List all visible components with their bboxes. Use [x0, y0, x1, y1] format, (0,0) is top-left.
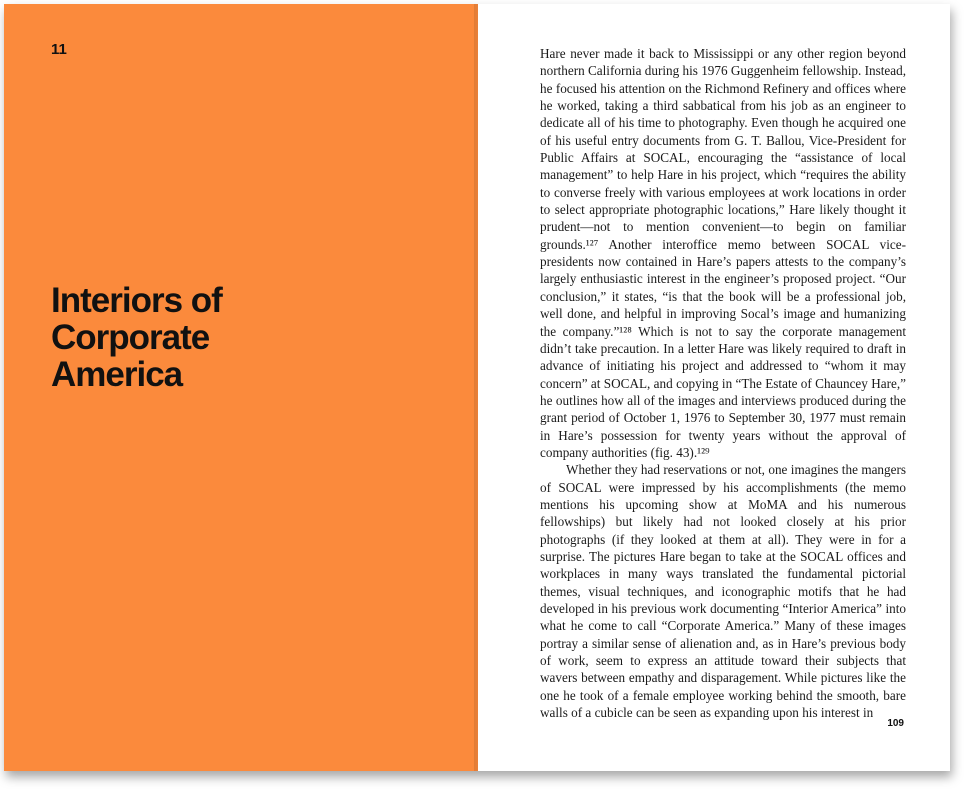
page-number: 109: [887, 718, 904, 729]
chapter-opener-page: [4, 4, 478, 771]
chapter-title-line: America: [51, 355, 183, 394]
chapter-number: 11: [51, 41, 67, 58]
book-spread: [4, 4, 950, 771]
paragraph: Whether they had reservations or not, one imagines the mangers of SOCAL were impressed by his accomplishments (the memo mentions his upcoming show at MoMA and his numerous fellowships) but likely had not looked closely at his prior photographs (if they looked at them at all). They were in for a surprise. The pictures Hare began to take at the SOCAL offices and workplaces in many ways translated the fundamental pictorial themes, visual techniques, and iconographic motifs that he had developed in his previous work documenting “Interior America” into what he come to call “Corporate America.” Many of these images portray a similar sense of alienation and, as in Hare’s previous body of work, seem to express an attitude toward their subjects that wavers between empathy and disparagement. While pictures like the one he took of a female employee working behind the smooth, bare walls of a cubicle can be seen as expanding upon his interest in: [540, 462, 906, 721]
chapter-title-line: Corporate: [51, 318, 210, 357]
chapter-title: [51, 282, 451, 393]
paragraph: Hare never made it back to Mississippi or any other region beyond northern California during his 1976 Guggenheim fellowship. Instead, he focused his attention on the Richmond Refinery and offices where he worked, taking a third sabbatical from his job as an engineer to dedicate all of his time to photography. Even though he acquired one of his useful entry documents from G. T. Ballou, Vice-President for Public Affairs at SOCAL, encouraging the “assistance of local management” to help Hare in his project, which “requires the ability to converse freely with various employees at work locations in order to select appropriate photographic locations,” Hare likely thought it prudent—not to mention convenient—to begin on familiar grounds.¹²⁷ Another interoffice memo between SOCAL vice-presidents now contained in Hare’s papers attests to the company’s largely enthusiastic interest in the engineer’s proposed project. “Our conclusion,” it states, “is that the book will be a professional job, well done, and helpful in improving Socal’s image and humanizing the company.”¹²⁸ Which is not to say the corporate management didn’t take precaution. In a letter Hare was likely required to draft in advance of initiating his project and addressed to “whom it may concern” at SOCAL, and copying in “The Estate of Chauncey Hare,” he outlines how all of the images and interviews produced during the grant period of October 1, 1976 to September 30, 1977 must remain in Hare’s possession for twenty years without the approval of company authorities (fig. 43).¹²⁹: [540, 46, 906, 460]
text-page: [478, 4, 950, 771]
body-text: [540, 45, 906, 721]
chapter-title-line: Interiors of: [51, 281, 222, 320]
